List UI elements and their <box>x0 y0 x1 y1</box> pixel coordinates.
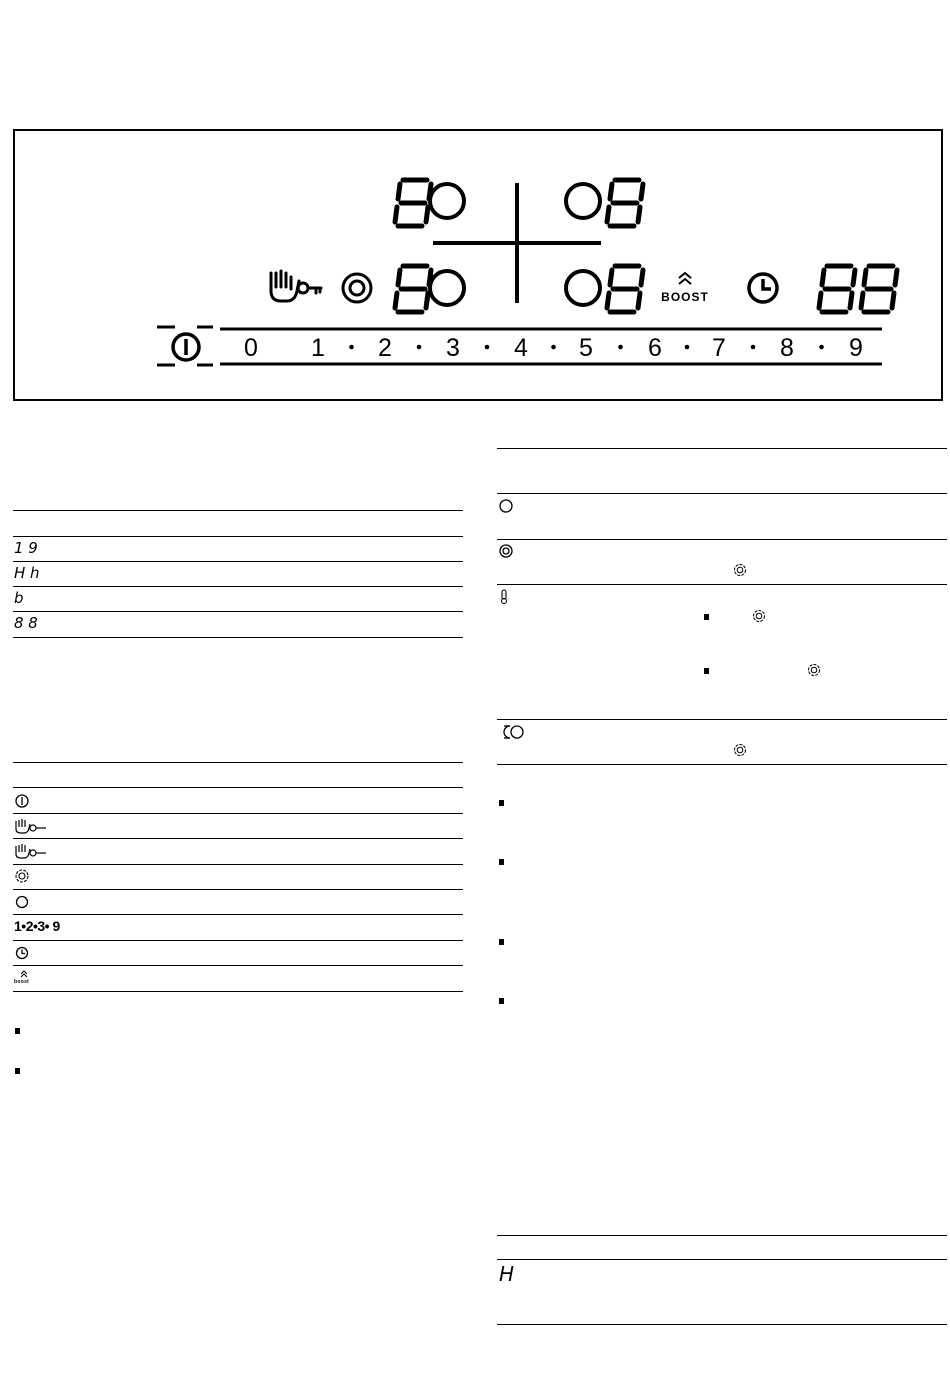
scale-separator-dot <box>618 345 623 350</box>
power-icon <box>14 793 30 809</box>
zone-circle-icon <box>498 498 514 514</box>
clock-icon[interactable] <box>749 274 777 302</box>
scale-level-2[interactable]: 2 <box>378 334 392 362</box>
bullet-marker <box>499 800 504 806</box>
boost-icon-label: boost <box>14 979 30 985</box>
dual-ring-icon <box>752 609 766 623</box>
timer-display <box>819 266 897 312</box>
svg-text:BOOST: BOOST <box>661 290 709 304</box>
dual-ring-icon[interactable] <box>343 274 371 302</box>
hand-key-icon <box>14 817 48 835</box>
zone-display-top-right <box>607 180 643 226</box>
scale-level-6[interactable]: 6 <box>648 334 662 362</box>
zone-display-top-left <box>395 180 431 226</box>
display-symbol-h: H h <box>14 564 40 582</box>
display-symbol-1-9: 1 9 <box>14 539 38 557</box>
clock-icon <box>14 945 30 961</box>
scale-separator-dot <box>685 345 690 350</box>
hand-key-icon[interactable] <box>271 271 321 301</box>
scale-separator-dot <box>485 345 490 350</box>
bullet-marker <box>15 1068 20 1074</box>
scale-separator-dot <box>551 345 556 350</box>
dual-ring-icon <box>807 663 821 677</box>
scale-level-0[interactable]: 0 <box>244 334 258 362</box>
display-symbol-88: 8 8 <box>14 614 38 632</box>
scale-separator-dot <box>819 345 824 350</box>
scale-level-4[interactable]: 4 <box>514 334 528 362</box>
power-level-scale-symbol: 1•2•3• 9 <box>14 918 60 934</box>
bullet-marker <box>499 998 504 1004</box>
scale-separator-dot <box>349 345 354 350</box>
thermometer-icon <box>498 589 510 605</box>
residual-heat-symbol: H <box>499 1262 515 1286</box>
power-button[interactable] <box>157 327 213 365</box>
scale-level-5[interactable]: 5 <box>579 334 593 362</box>
control-panel-graphic <box>15 131 945 403</box>
display-symbol-b: b <box>14 589 24 607</box>
bullet-marker <box>15 1028 20 1034</box>
zone-circle-icon <box>14 894 30 910</box>
bullet-marker <box>704 614 709 620</box>
dual-ring-icon <box>733 563 747 577</box>
scale-level-7[interactable]: 7 <box>712 334 726 362</box>
dual-ring-icon <box>14 868 30 884</box>
zone-divider-cross <box>433 183 601 303</box>
scale-level-3[interactable]: 3 <box>446 334 460 362</box>
zone-display-bottom-right <box>607 266 643 312</box>
dual-ring-icon <box>733 743 747 757</box>
bullet-marker <box>499 859 504 865</box>
bullet-marker <box>704 668 709 674</box>
scale-level-1[interactable]: 1 <box>311 334 325 362</box>
zone-circle-top-left[interactable] <box>430 184 464 218</box>
boost-icon[interactable] <box>661 273 709 304</box>
scale-separator-dot <box>417 345 422 350</box>
boost-icon <box>14 969 34 989</box>
zone-circle-bottom-left[interactable] <box>430 271 464 305</box>
oval-zone-icon <box>498 724 526 740</box>
bullet-marker <box>499 939 504 945</box>
scale-separator-dot <box>751 345 756 350</box>
control-panel-illustration <box>13 129 943 401</box>
scale-level-8[interactable]: 8 <box>780 334 794 362</box>
power-level-slider[interactable] <box>220 329 882 364</box>
zone-circle-top-right[interactable] <box>566 184 600 218</box>
dual-ring-icon <box>498 543 514 559</box>
scale-level-9[interactable]: 9 <box>849 334 863 362</box>
hand-key-icon <box>14 842 48 860</box>
zone-circle-bottom-right[interactable] <box>566 271 600 305</box>
zone-display-bottom-left <box>395 266 431 312</box>
